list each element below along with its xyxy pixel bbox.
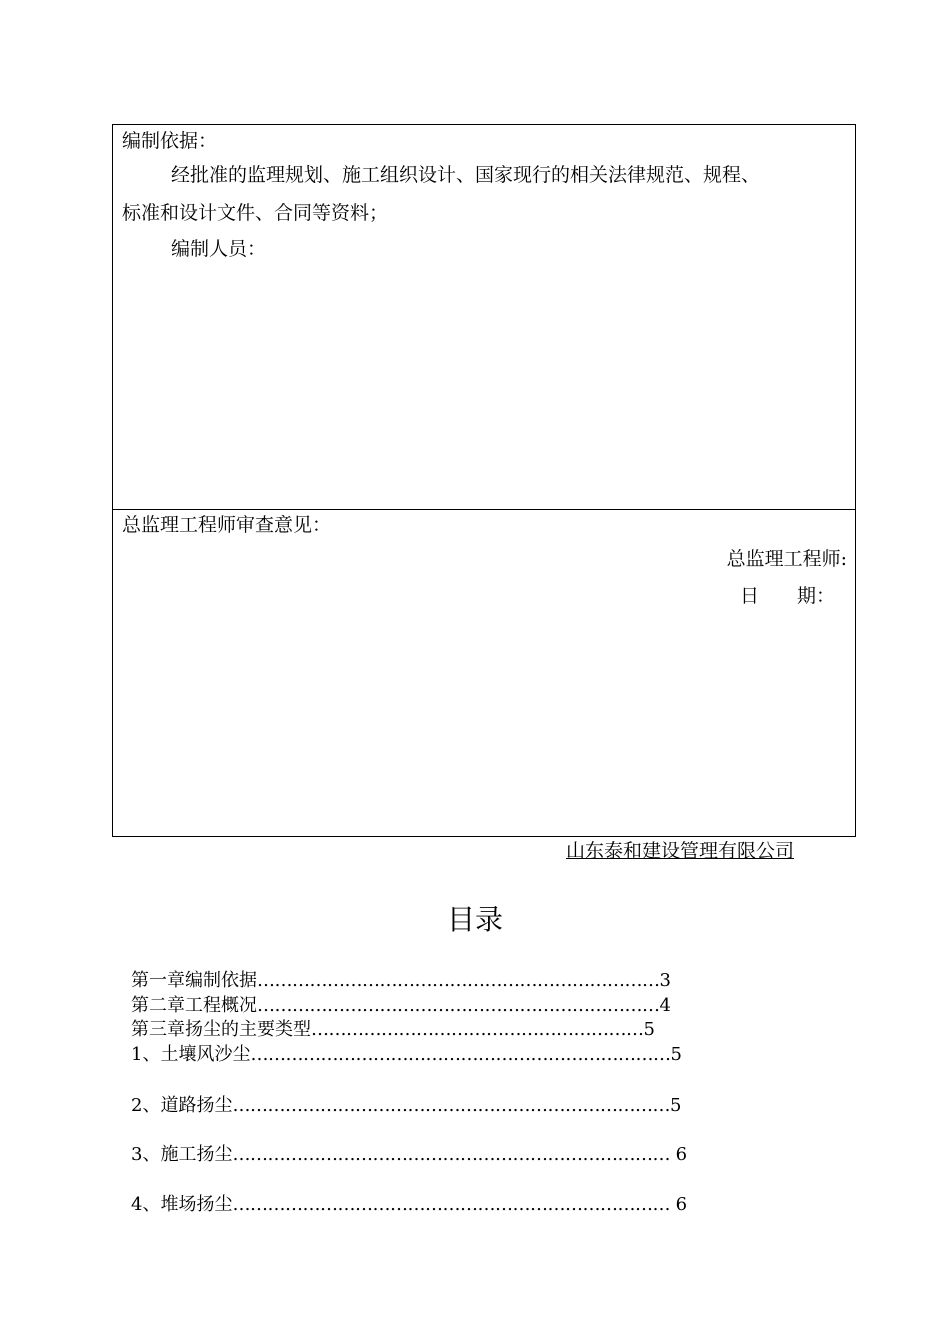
toc-item[interactable] bbox=[131, 1143, 807, 1167]
toc-item-page: 4 bbox=[659, 995, 671, 1016]
toc-item-page: 6 bbox=[669, 1144, 688, 1165]
toc-item[interactable] bbox=[131, 1094, 801, 1118]
toc-leader: …………………………………………………………… bbox=[257, 995, 660, 1016]
review-cell bbox=[113, 510, 855, 837]
toc-item[interactable] bbox=[131, 1018, 791, 1042]
toc-leader: ………………………………………………………………… bbox=[232, 1095, 670, 1116]
toc-item-label: 第三章扬尘的主要类型 bbox=[131, 1019, 311, 1040]
toc-leader: ………………………………………………… bbox=[311, 1019, 644, 1040]
signer-label: 总监理工程师: bbox=[726, 548, 847, 570]
toc-title: 目录 bbox=[446, 903, 503, 936]
toc-item-label: 3、施工扬尘 bbox=[131, 1144, 233, 1165]
toc-item-page: 6 bbox=[669, 1194, 688, 1215]
toc-item[interactable] bbox=[131, 1193, 807, 1217]
toc-leader: ……………………………………………………………… bbox=[250, 1044, 671, 1065]
toc-item[interactable] bbox=[131, 969, 791, 993]
toc-item-label: 2、道路扬尘 bbox=[131, 1095, 233, 1116]
toc-leader: ………………………………………………………………… bbox=[232, 1194, 670, 1215]
toc-item-label: 第二章工程概况 bbox=[131, 995, 257, 1016]
toc-leader: ………………………………………………………………… bbox=[232, 1144, 670, 1165]
date-label: 日 期： bbox=[739, 585, 835, 607]
toc-item-label: 第一章编制依据 bbox=[131, 970, 257, 991]
approval-table bbox=[112, 124, 856, 837]
toc-item-page: 5 bbox=[669, 1095, 682, 1116]
basis-text-line2: 标准和设计文件、合同等资料； bbox=[122, 202, 389, 224]
toc-item-page: 5 bbox=[643, 1019, 655, 1040]
toc-item[interactable] bbox=[131, 1043, 801, 1067]
toc-item-page: 5 bbox=[670, 1044, 682, 1065]
basis-label: 编制依据： bbox=[122, 130, 218, 152]
preparer-label: 编制人员： bbox=[171, 238, 267, 260]
toc-leader: …………………………………………………………… bbox=[257, 970, 660, 991]
basis-cell bbox=[113, 125, 855, 510]
basis-text-line1: 经批准的监理规划、施工组织设计、国家现行的相关法律规范、规程、 bbox=[171, 164, 761, 186]
company-name: 山东泰和建设管理有限公司 bbox=[566, 840, 795, 862]
toc-item-label: 4、堆场扬尘 bbox=[131, 1194, 233, 1215]
review-label: 总监理工程师审查意见： bbox=[122, 514, 332, 536]
toc-item-page: 3 bbox=[659, 970, 671, 991]
toc-item-label: 1、土壤风沙尘 bbox=[131, 1044, 251, 1065]
toc-item[interactable] bbox=[131, 994, 791, 1018]
